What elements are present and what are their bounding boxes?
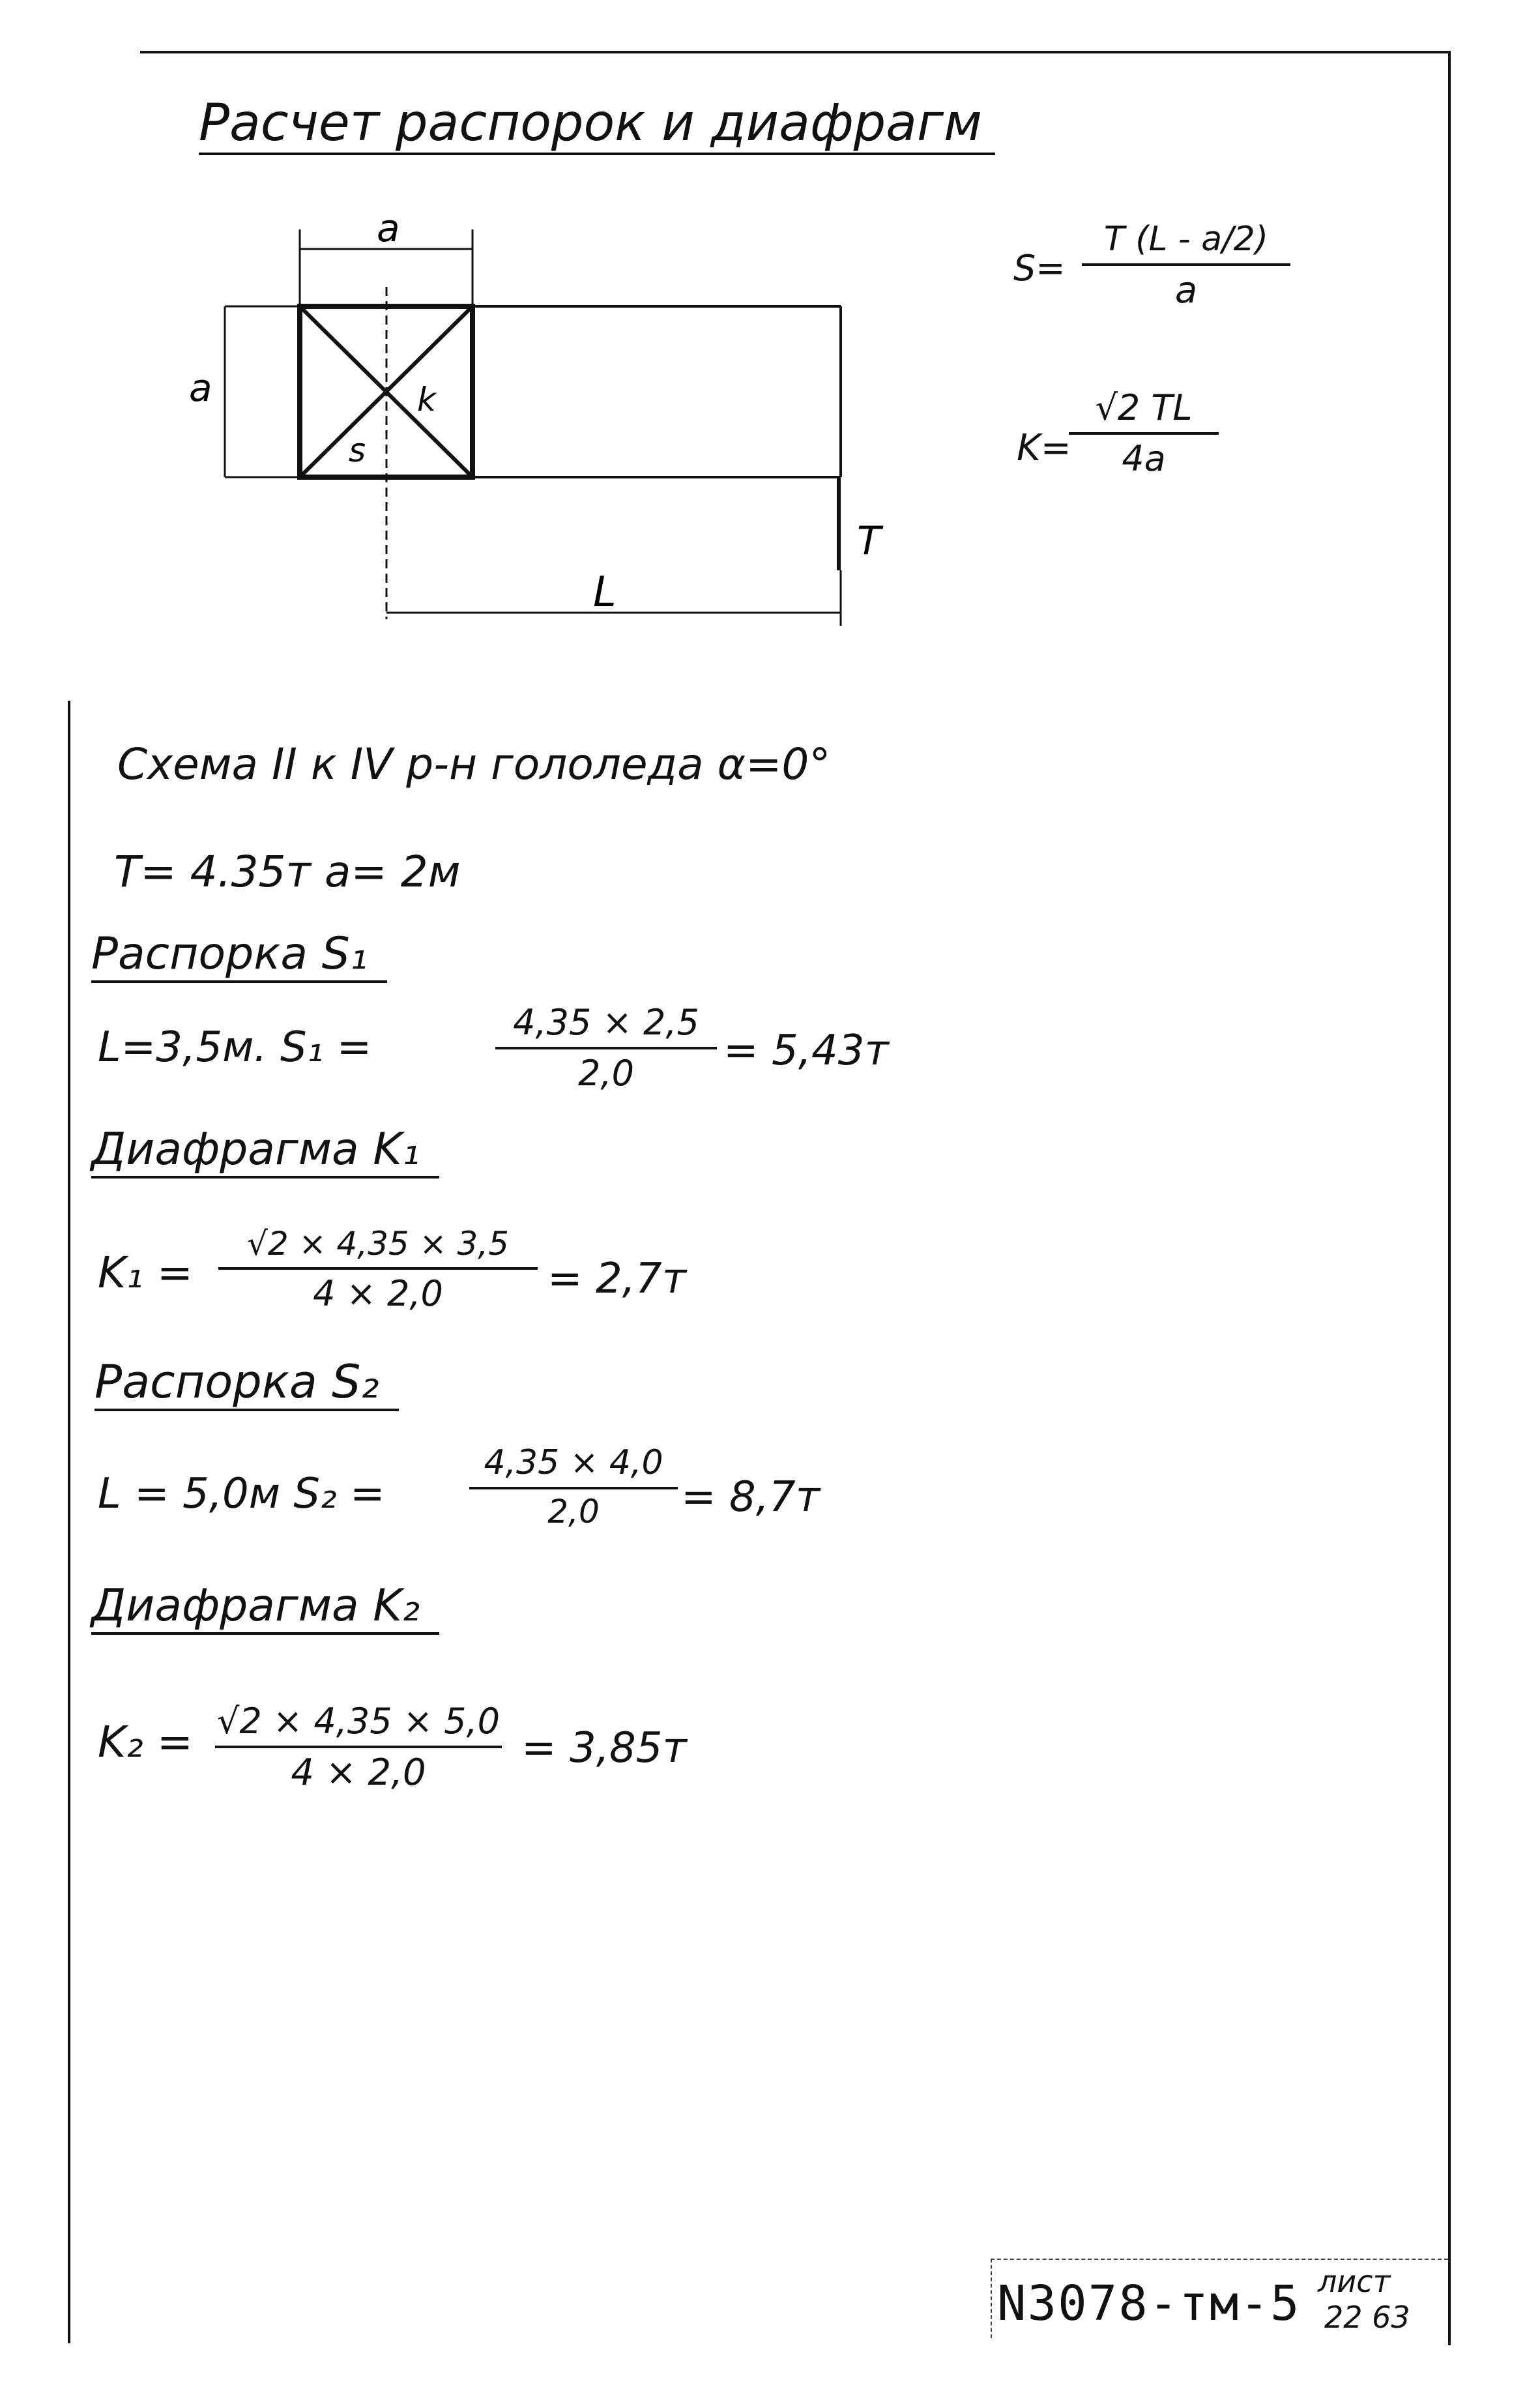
section-k1-fraction (218, 1225, 538, 1314)
l-label: L (593, 568, 617, 617)
section-s1-bar (495, 1047, 717, 1049)
stamp-sheet-label: лист (1318, 2264, 1391, 2299)
formula-k-denominator: 4a (1122, 438, 1166, 480)
page-title: Расчет распорок и диафрагм (199, 98, 995, 155)
formula-s-denominator: a (1174, 269, 1198, 312)
section-k1-numerator: √2 × 4,35 × 3,5 (247, 1225, 509, 1263)
formula-s-bar (1082, 263, 1290, 266)
formula-s-fraction (1082, 220, 1290, 312)
section-k1-result: = 2,7т (547, 1255, 687, 1303)
frame-left-line (68, 701, 70, 2343)
frame-top-line (140, 51, 1450, 53)
scheme-params: T= 4.35т a= 2м (114, 847, 461, 897)
section-s1-lhs: L=3,5м. S₁ = (98, 1023, 372, 1072)
s-label: s (349, 432, 366, 469)
section-k1-denominator: 4 × 2,0 (313, 1272, 443, 1314)
section-k2-numerator: √2 × 4,35 × 5,0 (216, 1701, 501, 1742)
section-k2-denominator: 4 × 2,0 (291, 1751, 426, 1794)
section-k2-bar (215, 1746, 502, 1748)
section-heading-k2: Диафрагма K₂ (91, 1584, 439, 1635)
section-s1-result: = 5,43т (723, 1027, 889, 1075)
section-s2-fraction (469, 1444, 678, 1530)
section-heading-s1: Распорка S₁ (91, 932, 387, 983)
dim-a-top-label: a (377, 215, 400, 250)
section-k1-bar (218, 1267, 538, 1270)
stamp-doc-number: N3078-тм-5 (997, 2276, 1301, 2332)
formula-s-lhs: S= (1013, 248, 1066, 289)
section-s1-fraction (495, 1003, 717, 1094)
formula-s-numerator: T (L - a/2) (1103, 220, 1269, 259)
section-s1-denominator: 2,0 (578, 1053, 634, 1094)
k-label: k (417, 381, 436, 418)
section-k2-lhs: K₂ = (98, 1717, 194, 1767)
dim-a-left-label: a (189, 366, 212, 410)
section-s2-bar (469, 1487, 678, 1489)
section-s2-result: = 8,7т (681, 1473, 821, 1521)
frame-right-line (1448, 51, 1451, 2345)
formula-k-fraction (1069, 388, 1219, 479)
t-label: T (857, 518, 881, 564)
stamp-sheet-number: 22 63 (1324, 2300, 1410, 2335)
section-s2-lhs: L = 5,0м S₂ = (98, 1470, 385, 1518)
formula-k-numerator: √2 TL (1095, 387, 1193, 428)
section-k2-result: = 3,85т (521, 1724, 687, 1772)
strut-diagram (189, 215, 945, 645)
section-s2-numerator: 4,35 × 4,0 (484, 1443, 663, 1482)
title-block-stamp (991, 2259, 1448, 2338)
section-heading-s2: Распорка S₂ (94, 1359, 399, 1411)
section-heading-k1: Диафрагма K₁ (91, 1128, 439, 1179)
formula-k-bar (1069, 432, 1219, 435)
scheme-line: Схема II к IV р-н гололеда α=0° (117, 739, 831, 789)
section-k1-lhs: K₁ = (98, 1248, 194, 1298)
section-s2-denominator: 2,0 (547, 1492, 600, 1530)
formula-k-lhs: K= (1017, 427, 1071, 469)
section-k2-fraction (215, 1701, 502, 1794)
section-s1-numerator: 4,35 × 2,5 (513, 1002, 699, 1043)
